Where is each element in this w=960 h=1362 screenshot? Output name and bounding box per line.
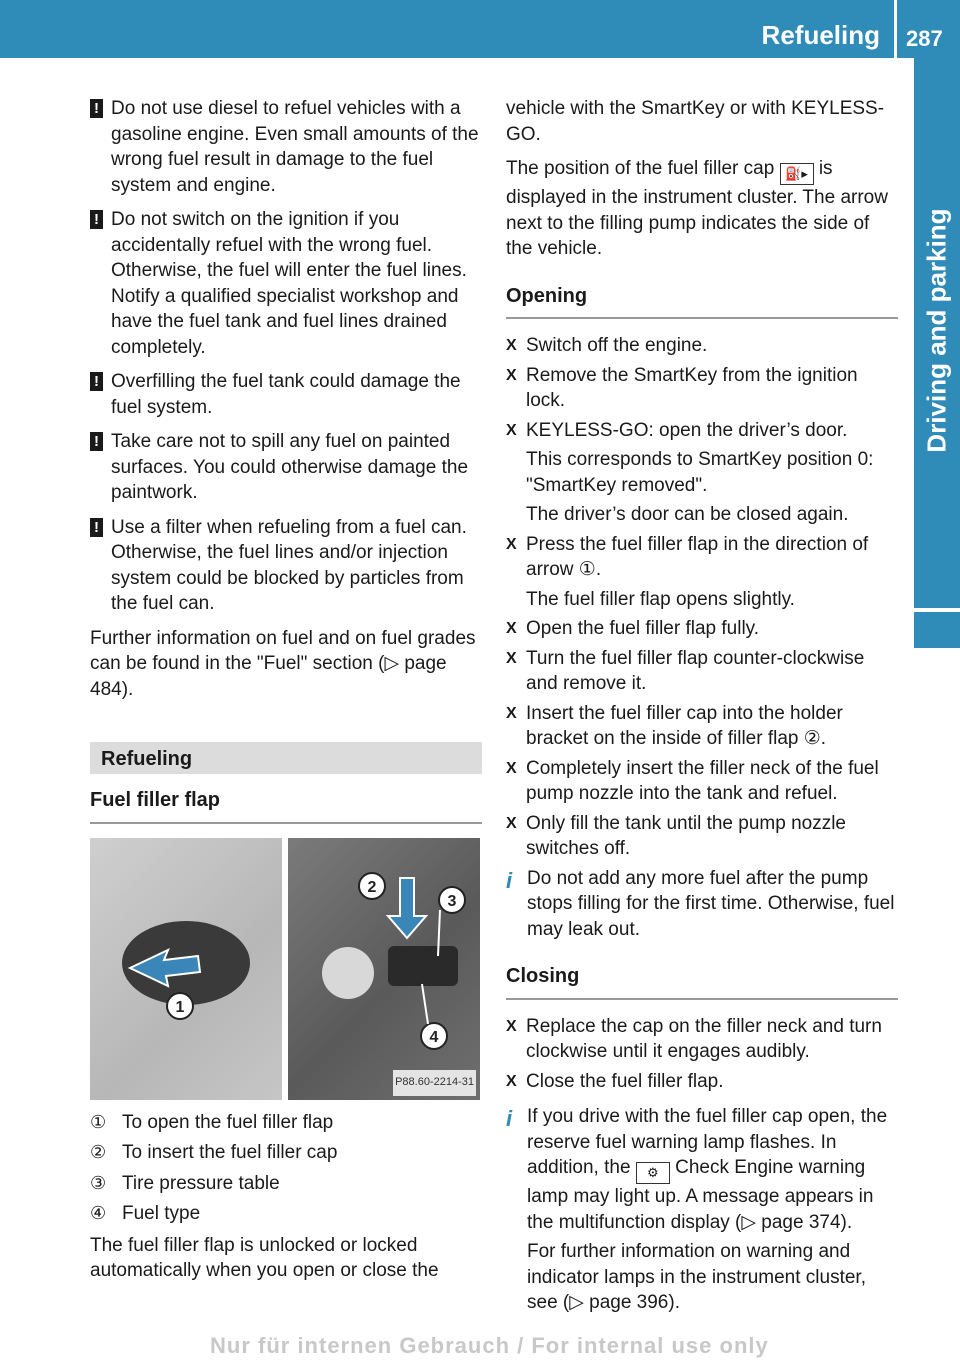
step-marker-icon: X <box>506 1017 517 1035</box>
callout-4-leader <box>422 984 428 1024</box>
step-marker-icon: X <box>506 337 517 354</box>
step-marker-icon: X <box>506 649 517 667</box>
chapter-side-tab <box>914 58 960 648</box>
image-code: P88.60-2214-31 <box>393 1070 476 1096</box>
filler-cap-position-paragraph: The position of the fuel filler cap ⛽▸ is displayed in the instrument cluster. The arrow next to the filling pump indicates the side of the vehicle. <box>506 158 888 259</box>
page-number: 287 <box>906 26 943 51</box>
fuel-filler-flap-photo <box>90 838 480 1100</box>
step-marker-icon: X <box>506 421 517 439</box>
list-item: X Only fill the tank until the pump nozzle switches off. <box>506 812 847 859</box>
svg-text:3: 3 <box>447 892 457 910</box>
step-marker-icon: X <box>506 759 517 777</box>
step-marker-icon: X <box>506 535 517 553</box>
chapter-tab-marker <box>914 608 960 648</box>
info-icon: i <box>506 1106 513 1131</box>
chapter-label: Driving and parking <box>921 208 952 453</box>
list-item: X Switch off the engine. <box>506 333 898 359</box>
warning-note: ! Take care not to spill any fuel on painted surfaces. You could otherwise damage the paintwork. <box>90 429 482 506</box>
closed-flap-illustration <box>90 838 282 1100</box>
closing-paragraph: The fuel filler flap is unlocked or locked automatically when you open or close the <box>90 1234 439 1281</box>
continued-paragraph: vehicle with the SmartKey or with KEYLESS-GO. <box>506 98 885 145</box>
legend-item: ③ Tire pressure table <box>90 1172 280 1194</box>
fuel-cap <box>322 947 374 999</box>
photo-panel-closed-flap <box>90 838 282 1100</box>
further-info-paragraph: Further information on fuel and on fuel grades can be found in the "Fuel" section (▷ page 484). <box>90 627 476 700</box>
legend-item: ④ Fuel type <box>90 1203 201 1224</box>
footer-watermark: Nur für internen Gebrauch / For internal use only <box>210 1333 769 1358</box>
warning-icon: ! <box>90 99 103 118</box>
photo-panel-open-flap <box>288 838 480 1100</box>
step-detail: The driver’s door can be closed again. <box>526 504 849 525</box>
list-item: X Press the fuel filler flap in the direction of arrow ①. The fuel filler flap opens slightly. <box>506 532 898 613</box>
svg-text:2: 2 <box>367 878 377 896</box>
step-marker-icon: X <box>506 1072 517 1090</box>
warning-icon: ! <box>90 372 103 391</box>
list-item: X Remove the SmartKey from the ignition lock. <box>506 364 858 411</box>
photo-legend <box>90 1110 482 1227</box>
warning-icon: ! <box>90 518 103 537</box>
list-item: X Insert the fuel filler cap into the holder bracket on the inside of filler flap ②. <box>506 702 843 749</box>
warning-icon: ! <box>90 432 103 451</box>
info-note: i If you drive with the fuel filler cap open, the reserve fuel warning lamp flashes. In addition, the ⚙ Check Engine warning lamp may light up. A message appears in the multifunction display (▷ page 374). For further information on warning and indicator lamps in the instrument cluster, see (▷ page 396). <box>506 1106 888 1313</box>
info-note: i Do not add any more fuel after the pump stops filling for the first time. Otherwise, fuel may leak out. <box>506 867 895 940</box>
section-title-bar: Refueling <box>90 742 482 774</box>
fuel-pump-icon: ⛽▸ <box>780 163 814 185</box>
step-detail: The fuel filler flap opens slightly. <box>526 588 795 610</box>
opening-title: Opening <box>506 284 898 320</box>
svg-text:1: 1 <box>175 998 185 1016</box>
open-flap-illustration <box>288 838 480 1100</box>
list-item: X Turn the fuel filler flap counter-clockwise and remove it. <box>506 647 865 694</box>
svg-text:4: 4 <box>429 1028 439 1046</box>
left-column <box>90 96 482 1293</box>
step-marker-icon: X <box>506 620 517 637</box>
legend-item: ① To open the fuel filler flap <box>90 1111 334 1133</box>
header-divider <box>894 0 897 58</box>
page-header-title: Refueling <box>761 20 880 50</box>
header-bar <box>0 0 960 58</box>
list-item: X Open the fuel filler flap fully. <box>506 616 898 642</box>
right-column <box>506 96 898 1325</box>
closing-title: Closing <box>506 964 898 1000</box>
arrow-down-icon <box>388 878 426 938</box>
legend-item: ② To insert the fuel filler cap <box>90 1142 338 1163</box>
step-marker-icon: X <box>506 814 517 832</box>
check-engine-icon: ⚙ <box>636 1162 670 1184</box>
list-item: X Replace the cap on the filler neck and turn clockwise until it engages audibly. <box>506 1015 882 1062</box>
step-marker-icon: X <box>506 366 517 384</box>
list-item: X KEYLESS-GO: open the driver’s door. This corresponds to SmartKey position 0: "SmartKey removed". The driver’s door can be closed again. <box>506 418 898 528</box>
warning-icon: ! <box>90 210 103 229</box>
step-detail: This corresponds to SmartKey position 0: "SmartKey removed". <box>526 449 874 496</box>
info-icon: i <box>506 867 513 893</box>
opening-steps <box>506 333 898 862</box>
warning-note: ! Use a filter when refueling from a fuel can. Otherwise, the fuel lines and/or injection system could be blocked by particles from the fuel can. <box>90 515 482 617</box>
filler-neck <box>388 946 458 986</box>
closing-steps <box>506 1014 898 1095</box>
list-item: X Completely insert the filler neck of the fuel pump nozzle into the tank and refuel. <box>506 757 879 804</box>
warning-note: ! Overfilling the fuel tank could damage the fuel system. <box>90 369 482 420</box>
warning-note: ! Do not use diesel to refuel vehicles with a gasoline engine. Even small amounts of the wrong fuel result in damage to the fuel system and engine. <box>90 96 482 198</box>
list-item: X Close the fuel filler flap. <box>506 1069 898 1095</box>
warning-note: ! Do not switch on the ignition if you accidentally refuel with the wrong fuel. Otherwise, the fuel will enter the fuel lines. Notify a qualified specialist workshop and have the fuel tank and fuel lines drained completely. <box>90 207 482 360</box>
step-marker-icon: X <box>506 704 517 722</box>
subsection-title: Fuel filler flap <box>90 788 482 824</box>
